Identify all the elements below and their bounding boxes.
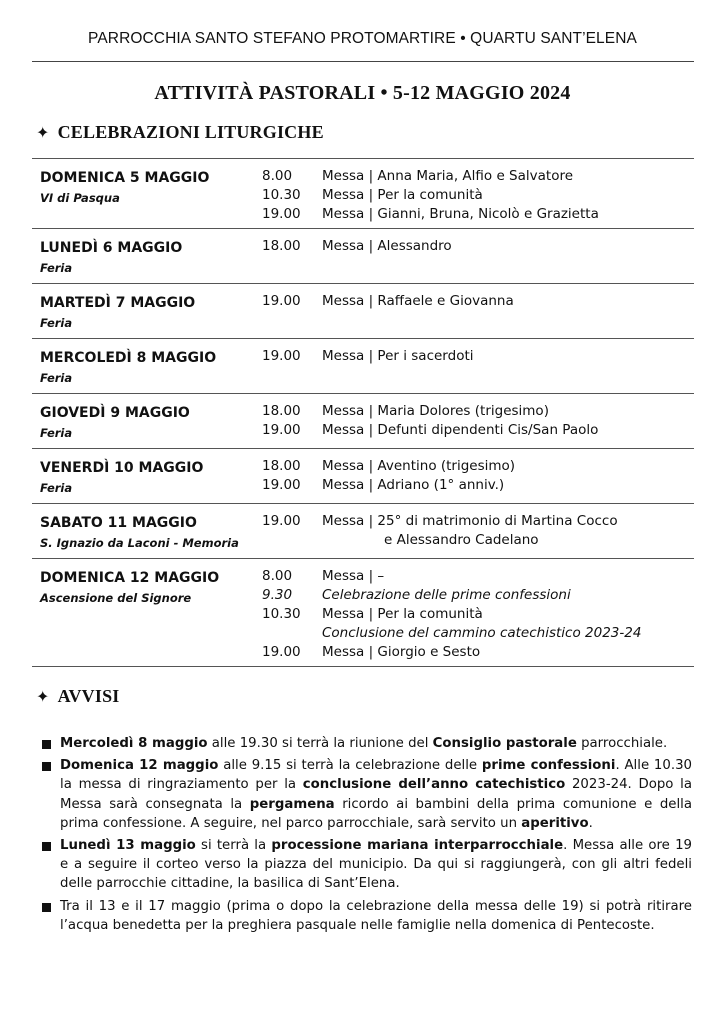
day-name: DOMENICA 12 MAGGIO (40, 570, 220, 586)
section-avvisi-title (36, 686, 120, 707)
notice-highlight: Consiglio pastorale (432, 736, 577, 751)
entry-description: Messa | Adriano (1° anniv.) (322, 477, 505, 493)
table-divider (32, 558, 694, 559)
notice-item (38, 756, 692, 833)
entry-description: Messa | Per i sacerdoti (322, 348, 474, 364)
notice-text: . Alle 10.30 la messa di ringraziamento per la (60, 758, 692, 793)
entry-time: 18.00 (262, 238, 301, 254)
entry-time: 8.00 (262, 568, 293, 584)
day-feast: Feria (40, 426, 73, 440)
day-feast: Feria (40, 371, 73, 385)
day-name: MERCOLEDÌ 8 MAGGIO (40, 350, 217, 366)
entry-description: Messa | Per la comunità (322, 187, 483, 203)
square-bullet-icon (42, 903, 51, 912)
entry-time: 19.00 (262, 422, 301, 438)
notice-highlight: Domenica 12 maggio (60, 758, 219, 774)
notice-text: alle 19.30 si terrà la riunione del (207, 736, 433, 751)
day-name: SABATO 11 MAGGIO (40, 515, 197, 531)
notice-item (38, 836, 692, 894)
page-title (0, 82, 725, 105)
table-divider (32, 503, 694, 504)
notices-list (38, 734, 692, 938)
star-icon: ✦ (36, 687, 50, 706)
day-feast: Ascensione del Signore (40, 591, 192, 605)
entry-description: Messa | Aventino (trigesimo) (322, 458, 516, 474)
entry-time: 18.00 (262, 403, 301, 419)
notice-text: . Messa alle ore 19 e a seguire il corteo verso la piazza del municipio. Da qui si raggiungerà, con gli altri fedeli delle parrocchie cittadine, la basilica di Sant’Elena. (60, 838, 692, 892)
section-avvisi-label: AVVISI (57, 686, 120, 706)
day-name: DOMENICA 5 MAGGIO (40, 170, 210, 186)
entry-description: Messa | Raffaele e Giovanna (322, 293, 514, 309)
notice-text: si terrà la (195, 838, 272, 854)
notice-item (38, 897, 692, 935)
entry-time: 19.00 (262, 644, 301, 660)
section-celebrazioni-title (36, 122, 324, 143)
entry-time: 9.30 (262, 587, 293, 603)
notice-highlight: Lunedì 13 maggio (60, 838, 196, 854)
notice-highlight: processione mariana interparrocchiale (271, 838, 564, 854)
notice-highlight: Mercoledì 8 maggio (60, 736, 208, 751)
square-bullet-icon (42, 740, 51, 749)
entry-description: Messa | Defunti dipendenti Cis/San Paolo (322, 422, 599, 438)
notice-highlight: prime confessioni (481, 758, 616, 774)
entry-time: 18.00 (262, 458, 301, 474)
day-feast: VI di Pasqua (40, 191, 120, 205)
day-name: GIOVEDÌ 9 MAGGIO (40, 405, 190, 421)
table-divider (32, 158, 694, 159)
entry-description: e Alessandro Cadelano (384, 532, 539, 548)
day-feast: Feria (40, 316, 73, 330)
notice-item (38, 734, 692, 753)
header-divider (32, 61, 694, 62)
parish-name: PARROCCHIA SANTO STEFANO PROTOMARTIRE (88, 30, 456, 47)
day-feast: Feria (40, 481, 73, 495)
entry-time: 10.30 (262, 187, 301, 203)
notice-text: alle 9.15 si terrà la celebrazione delle (218, 758, 482, 774)
entry-time: 19.00 (262, 348, 301, 364)
header-separator: • (460, 30, 466, 47)
entry-description: Messa | 25° di matrimonio di Martina Cocco (322, 513, 618, 529)
entry-time: 10.30 (262, 606, 301, 622)
notice-text: parrocchiale. (576, 736, 668, 751)
table-divider (32, 393, 694, 394)
entry-description: Messa | Maria Dolores (trigesimo) (322, 403, 549, 419)
town-name: QUARTU SANT’ELENA (470, 30, 637, 47)
entry-description: Messa | Alessandro (322, 238, 452, 254)
notice-text: . (588, 815, 593, 831)
table-divider (32, 228, 694, 229)
notice-highlight: aperitivo (521, 815, 589, 831)
star-icon: ✦ (36, 123, 50, 142)
notice-highlight: pergamena (249, 796, 335, 812)
notice-text: 2023-24. Dopo la Messa sarà consegnata la (60, 777, 693, 812)
day-name: LUNEDÌ 6 MAGGIO (40, 240, 183, 256)
entry-description: Messa | Gianni, Bruna, Nicolò e Grazietta (322, 206, 599, 222)
table-divider (32, 283, 694, 284)
table-divider (32, 448, 694, 449)
table-divider (32, 666, 694, 667)
notice-text: Tra il 13 e il 17 maggio (prima o dopo la celebrazione della messa delle 19) si potrà ritirare l’acqua benedetta per la preghiera pasquale nelle famiglie nella domenica di Pentecoste. (60, 898, 692, 933)
entry-description: Conclusione del cammino catechistico 2023-24 (322, 625, 642, 641)
title-separator: • (380, 82, 388, 104)
notice-text: ricordo ai bambini della prima comunione e della prima confessione. A seguire, nel parco parrocchiale, sarà servito un (60, 796, 692, 831)
day-feast: Feria (40, 261, 73, 275)
entry-time: 19.00 (262, 206, 301, 222)
day-name: VENERDÌ 10 MAGGIO (40, 460, 204, 476)
entry-description: Messa | – (322, 568, 385, 584)
entry-description: Messa | Giorgio e Sesto (322, 644, 481, 660)
entry-time: 19.00 (262, 513, 301, 529)
entry-description: Celebrazione delle prime confessioni (322, 587, 571, 603)
entry-time: 19.00 (262, 477, 301, 493)
square-bullet-icon (42, 842, 51, 851)
parish-header (0, 30, 725, 48)
entry-description: Messa | Anna Maria, Alfio e Salvatore (322, 168, 574, 184)
day-name: MARTEDÌ 7 MAGGIO (40, 295, 196, 311)
section-celebrazioni-label: CELEBRAZIONI LITURGICHE (57, 122, 324, 142)
title-dates: 5-12 MAGGIO 2024 (392, 82, 571, 104)
square-bullet-icon (42, 762, 51, 771)
notice-highlight: conclusione dell’anno catechistico (302, 777, 566, 793)
day-feast: S. Ignazio da Laconi - Memoria (40, 536, 239, 550)
entry-time: 19.00 (262, 293, 301, 309)
entry-time: 8.00 (262, 168, 293, 184)
title-main: ATTIVITÀ PASTORALI (154, 82, 376, 104)
entry-description: Messa | Per la comunità (322, 606, 483, 622)
table-divider (32, 338, 694, 339)
